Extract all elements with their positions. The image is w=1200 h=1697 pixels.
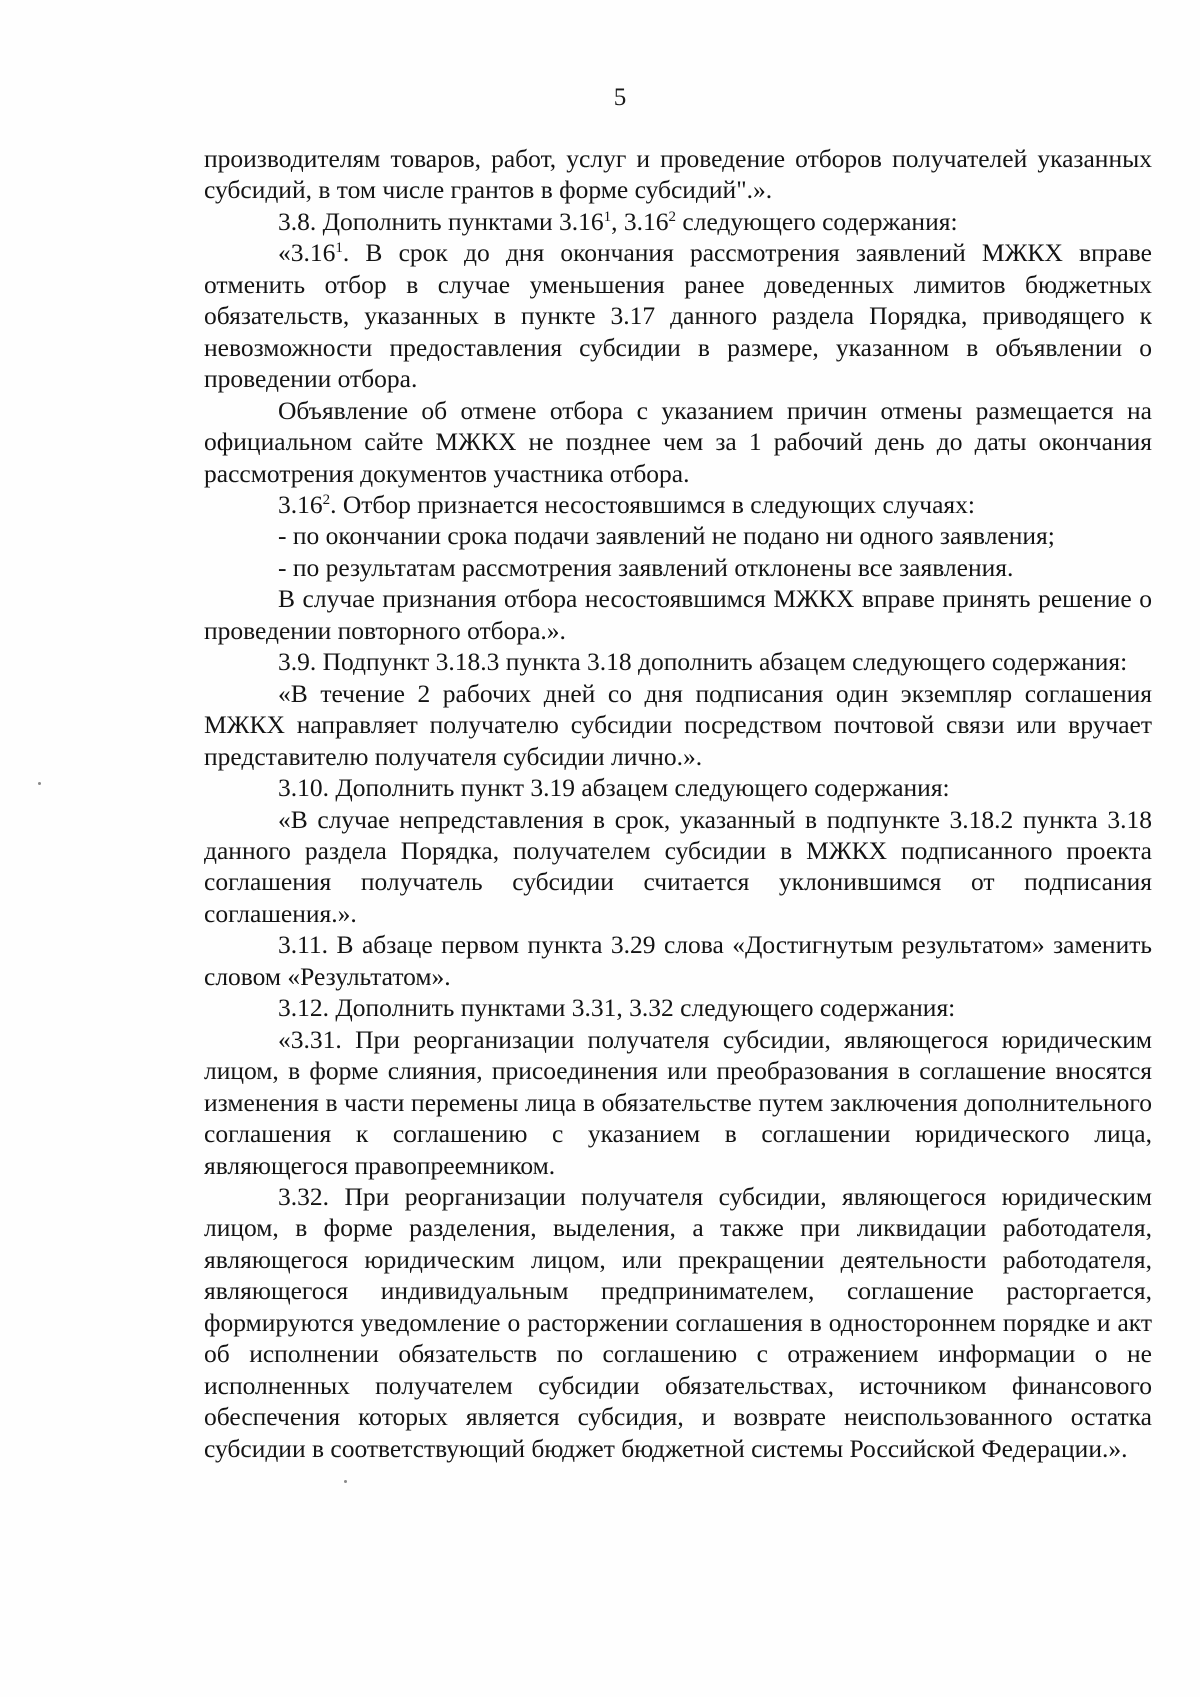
page-number: 5 <box>613 84 627 111</box>
text-run: 3.12. Дополнить пунктами 3.31, 3.32 следующего содержания: <box>278 993 956 1023</box>
text-run: - по окончании срока подачи заявлений не подано ни одного заявления; <box>278 521 1055 551</box>
text-run: Объявление об отмене отбора с указанием причин отмены размещается на официальном сайте МЖКХ не позднее чем за 1 рабочий день до даты окончания рассмотрения документов участника отбора. <box>204 395 1152 488</box>
text-run: - по результатам рассмотрения заявлений отклонены все заявления. <box>278 552 1014 582</box>
superscript: 1 <box>603 208 612 225</box>
text-run: 3.10. Дополнить пункт 3.19 абзацем следующего содержания: <box>278 773 950 803</box>
paragraph <box>204 520 1152 551</box>
text-run: «В случае непредставления в срок, указанный в подпункте 3.18.2 пункта 3.18 данного раздела Порядка, получателем субсидии в МЖКХ подписанного проекта соглашения получатель субсидии считается уклонившимся от подписания соглашения.». <box>204 804 1152 928</box>
text-run: , 3.16 <box>611 206 669 236</box>
text-run: «3.31. При реорганизации получателя субсидии, являющегося юридическим лицом, в форме слияния, присоединения или преобразования в соглашение вносятся изменения в части перемены лица в обязательстве путем заключения дополнительного соглашения к соглашению с указанием в соглашении юридического лица, являющегося правопреемником. <box>204 1024 1152 1180</box>
scan-speck <box>38 782 41 785</box>
paragraph <box>204 489 1152 520</box>
paragraph <box>204 206 1152 237</box>
paragraph <box>204 395 1152 489</box>
text-run: производителям товаров, работ, услуг и проведение отборов получателей указанных субсидий, в том числе грантов в форме субсидий".». <box>204 144 1152 205</box>
paragraph <box>204 678 1152 772</box>
paragraph <box>204 992 1152 1023</box>
document-body <box>204 143 1152 1464</box>
paragraph <box>204 929 1152 992</box>
text-run: . В срок до дня окончания рассмотрения заявлений МЖКХ вправе отменить отбор в случае уменьшения ранее доведенных лимитов бюджетных обязательств, указанных в пункте 3.17 данного раздела Порядка, приводящего к невозможности предоставления субсидии в размере, указанном в объявлении о проведении отбора. <box>204 238 1152 394</box>
paragraph <box>204 1024 1152 1181</box>
paragraph <box>204 804 1152 930</box>
paragraph <box>204 552 1152 583</box>
superscript: 1 <box>335 240 343 257</box>
scan-speck <box>344 1480 347 1483</box>
superscript: 2 <box>668 208 677 225</box>
text-run: В случае признания отбора несостоявшимся МЖКХ вправе принять решение о проведении повторного отбора.». <box>204 584 1152 645</box>
text-run: 3.11. В абзаце первом пункта 3.29 слова «Достигнутым результатом» заменить словом «Результатом». <box>204 930 1152 991</box>
text-run: 3.9. Подпункт 3.18.3 пункта 3.18 дополнить абзацем следующего содержания: <box>278 647 1128 677</box>
paragraph <box>204 583 1152 646</box>
text-run: следующего содержания: <box>676 206 958 236</box>
paragraph <box>204 772 1152 803</box>
paragraph <box>204 646 1152 677</box>
superscript: 2 <box>322 491 331 508</box>
text-run: 3.8. Дополнить пунктами 3.16 <box>278 206 604 236</box>
paragraph <box>204 1181 1152 1464</box>
paragraph <box>204 143 1152 206</box>
text-run: 3.32. При реорганизации получателя субсидии, являющегося юридическим лицом, в форме разделения, выделения, а также при ликвидации работодателя, являющегося юридическим лицом, или прекращении деятельности работодателя, являющегося индивидуальным предпринимателем, соглашение расторгается, формируются уведомление о расторжении соглашения в одностороннем порядке и акт об исполнении обязательств по соглашению с отражением информации о не исполненных получателем субсидии обязательствах, источником финансового обеспечения которых является субсидия, и возврате неиспользованного остатка субсидии в соответствующий бюджет бюджетной системы Российской Федерации.». <box>204 1181 1152 1463</box>
text-run: . Отбор признается несостоявшимся в следующих случаях: <box>330 489 975 519</box>
text-run: 3.16 <box>278 489 323 519</box>
paragraph <box>204 237 1152 394</box>
text-run: «3.16 <box>278 238 336 268</box>
text-run: «В течение 2 рабочих дней со дня подписания один экземпляр соглашения МЖКХ направляет получателю субсидии посредством почтовой связи или вручает представителю получателя субсидии лично.». <box>204 678 1152 771</box>
